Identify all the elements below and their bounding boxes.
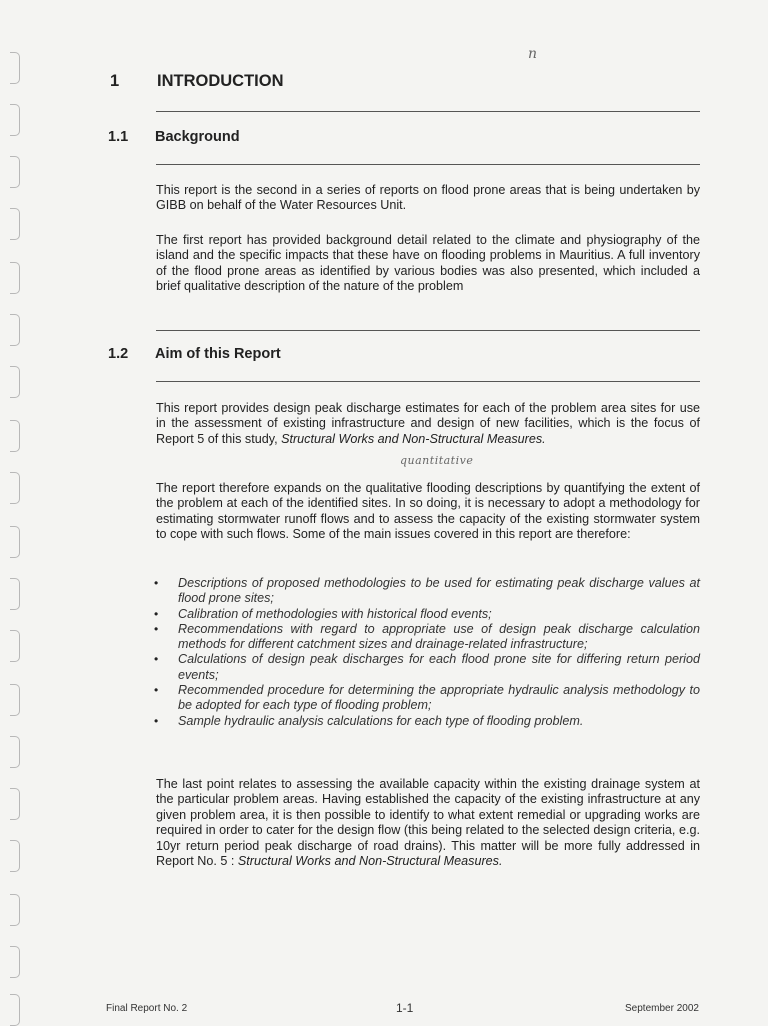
report-title-italic: Structural Works and Non-Structural Measures. xyxy=(281,431,546,446)
handwritten-mark: n xyxy=(528,46,538,62)
list-item: • Recommendations with regard to appropriate use of design peak discharge calculation methods for different catchment sizes and drainage-related infrastructure; xyxy=(156,622,700,653)
section-title: Aim of this Report xyxy=(155,346,281,362)
list-item: • Recommended procedure for determining the appropriate hydraulic analysis methodology to be adopted for each type of flooding problem; xyxy=(156,683,700,714)
footer-report-name: Final Report No. 2 xyxy=(106,1003,188,1014)
binder-ring xyxy=(10,104,20,136)
divider xyxy=(156,164,700,165)
binder-holes xyxy=(4,0,26,1024)
binder-ring xyxy=(10,894,20,926)
list-item: • Descriptions of proposed methodologies to be used for estimating peak discharge values at flood prone sites; xyxy=(156,576,700,607)
background-paragraph-1: This report is the second in a series of reports on flood prone areas that is being undertaken by GIBB on behalf of the Water Resources Unit. xyxy=(156,183,700,213)
list-item: • Calculations of design peak discharges for each flood prone site for differing return period events; xyxy=(156,652,700,683)
aim-paragraph-1 xyxy=(156,401,700,447)
section-number: 1.2 xyxy=(108,346,129,362)
section-title: Background xyxy=(155,129,240,145)
binder-ring xyxy=(10,840,20,872)
list-item: • Sample hydraulic analysis calculations for each type of flooding problem. xyxy=(156,714,700,729)
binder-ring xyxy=(10,788,20,820)
binder-ring xyxy=(10,52,20,84)
divider xyxy=(156,330,700,331)
section-1-2-heading xyxy=(108,346,708,368)
binder-ring xyxy=(10,208,20,240)
footer-date: September 2002 xyxy=(625,1003,699,1014)
binder-ring xyxy=(10,684,20,716)
binder-ring xyxy=(10,526,20,558)
binder-ring xyxy=(10,994,20,1026)
aim-paragraph-3-text: The last point relates to assessing the available capacity within the existing drainage system at the particular problem areas. Having established the capacity of the existing infrastructure at any given problem area, it is then possible to identify to what extent remedial or upgrading works are required in order to cater for the design flow (this being related to the selected design criteria, e.g. 10yr return period peak discharge of road drains). This matter will be more fully addressed in Report No. 5 : xyxy=(156,777,700,869)
binder-ring xyxy=(10,630,20,662)
binder-ring xyxy=(10,420,20,452)
section-number: 1.1 xyxy=(108,129,129,145)
binder-ring xyxy=(10,946,20,978)
binder-ring xyxy=(10,472,20,504)
section-1-1-heading xyxy=(108,129,708,151)
issues-list xyxy=(156,576,700,729)
section-1-heading xyxy=(108,72,708,96)
aim-paragraph-1-text: This report provides design peak discharge estimates for each of the problem area sites for use in the assessment of existing infrastructure and design of new facilities, which is the focus of Report 5 of this study, xyxy=(156,401,700,446)
list-item: • Calibration of methodologies with historical flood events; xyxy=(156,607,700,622)
section-title: INTRODUCTION xyxy=(157,72,284,90)
binder-ring xyxy=(10,314,20,346)
section-number: 1 xyxy=(110,72,120,90)
divider xyxy=(156,111,700,112)
divider xyxy=(156,381,700,382)
binder-ring xyxy=(10,578,20,610)
page-number: 1-1 xyxy=(396,1001,414,1015)
aim-paragraph-3 xyxy=(156,777,700,869)
binder-ring xyxy=(10,736,20,768)
binder-ring xyxy=(10,262,20,294)
handwritten-annotation: quantitative xyxy=(400,454,474,467)
binder-ring xyxy=(10,366,20,398)
background-paragraph-2: The first report has provided background detail related to the climate and physiography of the island and the specific impacts that these have on flooding problems in Mauritius. A full inventory of the flood prone areas as identified by various bodies was also presented, which included a brief qualitative description of the nature of the problem xyxy=(156,233,700,294)
report-title-italic: Structural Works and Non-Structural Measures. xyxy=(237,854,503,869)
aim-paragraph-2: The report therefore expands on the qualitative flooding descriptions by quantifying the extent of the problem at each of the identified sites. In so doing, it is necessary to adopt a methodology for estimating stormwater runoff flows and to assess the capacity of the existing stormwater system to cope with such flows. Some of the main issues covered in this report are therefore: xyxy=(156,481,700,542)
binder-ring xyxy=(10,156,20,188)
